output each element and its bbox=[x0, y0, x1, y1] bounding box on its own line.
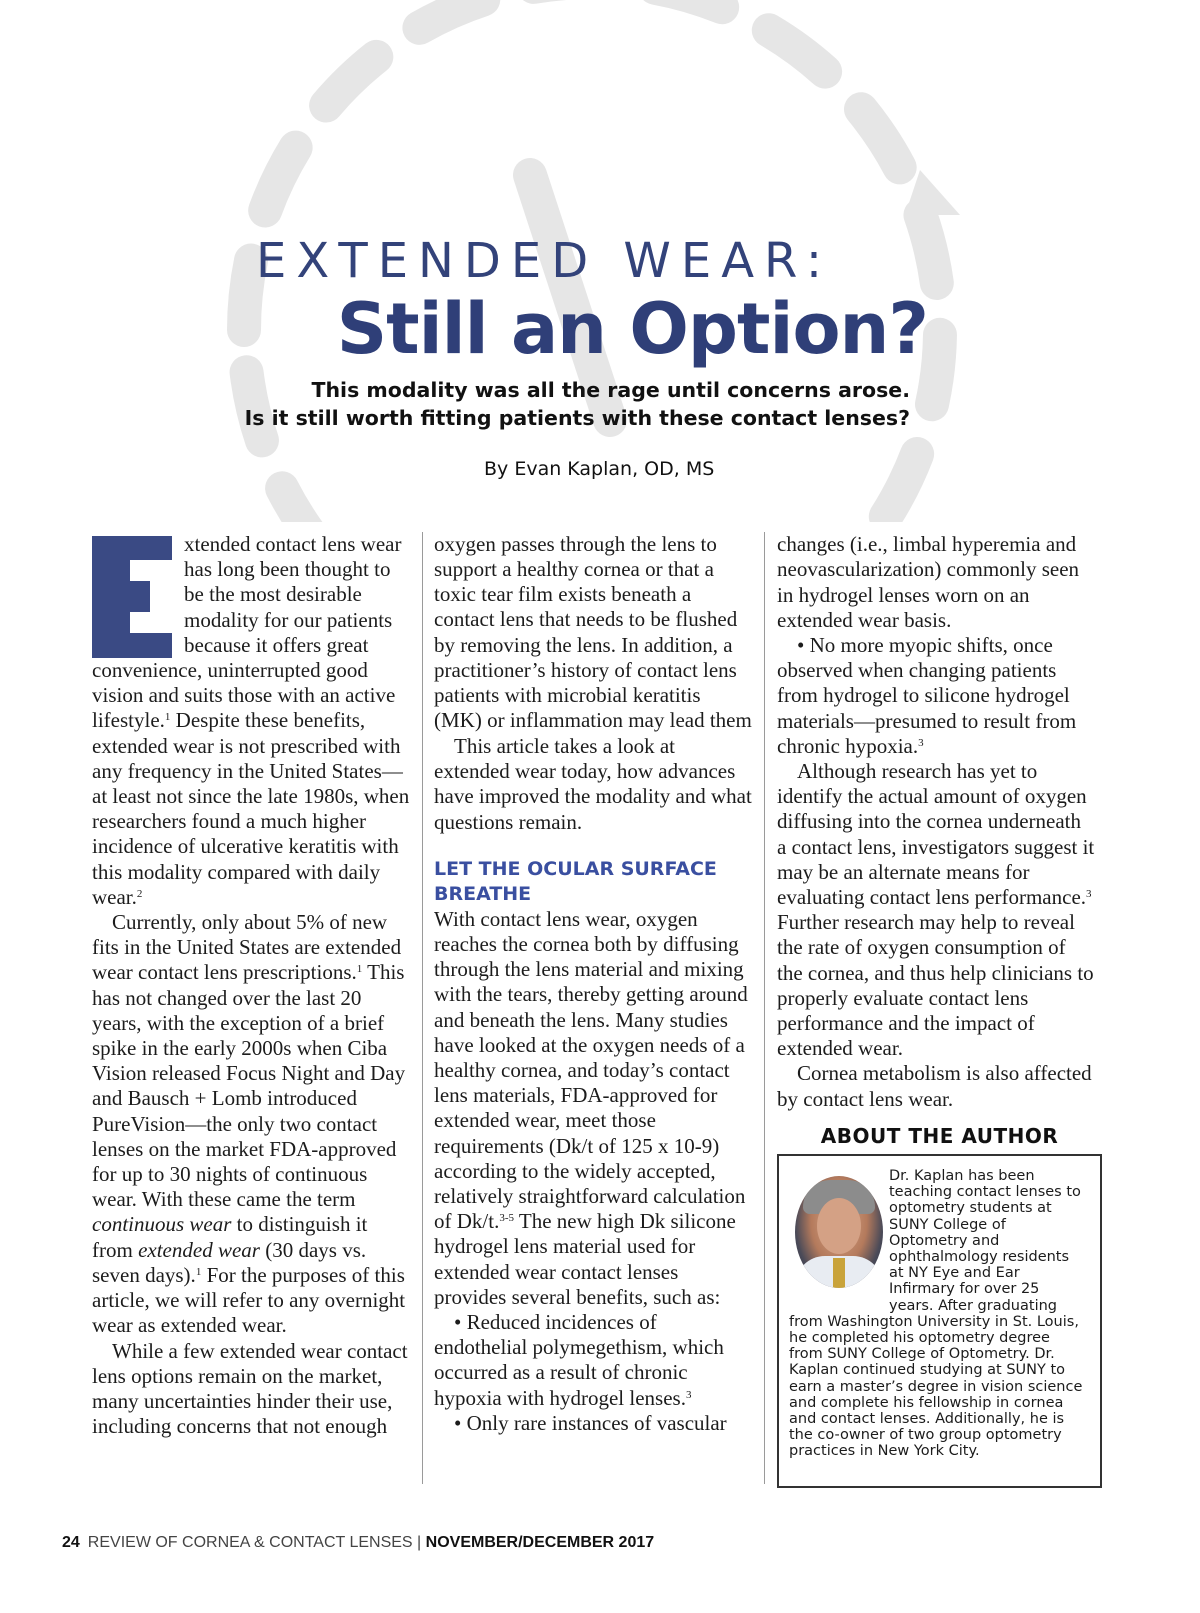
paragraph-continuation: oxygen passes through the lens to support a healthy cornea or that a toxic tear film exists beneath a contact lens that needs to be flushed by removing the lens. In addition, a practitioner’s history of contact lens patients with microbial keratitis (MK) or inflammation may lead them bbox=[434, 532, 752, 733]
article-kicker: EXTENDED WEAR: bbox=[256, 233, 833, 289]
paragraph: Cornea metabolism is also affected by contact lens wear. bbox=[777, 1061, 1092, 1111]
article-headline: Still an Option? bbox=[336, 288, 928, 370]
deck-line-1: This modality was all the rage until concerns arose. bbox=[311, 378, 910, 402]
author-box-title: ABOUT THE AUTHOR bbox=[820, 1124, 1059, 1148]
page-footer bbox=[62, 1534, 654, 1552]
paragraph: This article takes a look at extended wear today, how advances have improved the modality and what questions remain. bbox=[434, 734, 752, 834]
column-divider bbox=[422, 532, 423, 1484]
bullet-item: • No more myopic shifts, once observed when changing patients from hydrogel to silicone hydrogel materials—presumed to result from chronic hypoxia.$^3$ bbox=[777, 633, 1077, 758]
bullet-item: • Only rare instances of vascular bbox=[454, 1410, 727, 1435]
bullet-item: • Reduced incidences of endothelial polymegethism, which occurred as a result of chronic hypoxia with hydrogel lenses.$^3$ bbox=[434, 1310, 724, 1410]
page-number: 24 bbox=[62, 1534, 80, 1551]
issue-date: NOVEMBER/DECEMBER 2017 bbox=[425, 1534, 655, 1551]
footer-separator: | bbox=[412, 1534, 426, 1551]
author-bio: Dr. Kaplan has been teaching contact lenses to optometry students at SUNY College of Optometry and ophthalmology residents at NY Eye and Ear Infirmary for over 25 years. After graduating from Washington University in St. Louis, he completed his optometry degree from SUNY College of Optometry. Dr. Kaplan continued studying at SUNY to earn a master’s degree in vision science and complete his fellowship in cornea and contact lenses. Additionally, he is the co-owner of two group optometry practices in New York City. bbox=[789, 1168, 1083, 1460]
publication-name: REVIEW OF CORNEA & CONTACT LENSES bbox=[87, 1534, 413, 1551]
paragraph: Currently, only about 5% of new fits in the United States are extended wear contact lens prescriptions.$^1$ This has not changed over the last 20 years, with the exception of a brief spike in the early 2000s when Ciba Vision released Focus Night and Day and Bausch + Lomb introduced PureVision—the only two contact lenses on the market FDA-approved for up to 30 nights of continuous wear. With these came the term continuous wear to distinguish it from extended wear (30 days vs. seven days).$^1$ For the purposes of this article, we will refer to any overnight wear as extended wear. bbox=[92, 910, 406, 1338]
section-subhead: LET THE OCULAR SURFACE BREATHE bbox=[434, 857, 717, 905]
article-deck bbox=[245, 376, 910, 432]
paragraph: With contact lens wear, oxygen reaches the cornea both by diffusing through the lens material and mixing with the tears, thereby getting around and beneath the lens. Many studies have looked at the oxygen needs of a healthy cornea, and today’s contact lens materials, FDA-approved for extended wear, meet those requirements (Dk/t of 125 x 10-9) according to the widely accepted, relatively straightforward calculation of Dk/t.$^{3-5}$ The new high Dk silicone hydrogel lens material used for extended wear contact lenses provides several benefits, such as: bbox=[434, 906, 748, 1309]
paragraph-continued: While a few extended wear contact lens options remain on the market, many uncertainties hinder their use, including concerns that not enough bbox=[92, 1338, 408, 1439]
paragraph: Although research has yet to identify the actual amount of oxygen diffusing into the cornea underneath a contact lens, investigators suggest it may be an alternate means for evaluating contact lens performance.$^3$ Further research may help to reveal the rate of oxygen consumption of the cornea, and thus help clinicians to properly evaluate contact lens performance and the impact of extended wear. bbox=[777, 759, 1095, 1061]
article-column-3 bbox=[777, 532, 1095, 1112]
about-the-author-box bbox=[777, 1124, 1102, 1488]
column-divider bbox=[764, 532, 765, 1484]
author-box-frame bbox=[777, 1154, 1102, 1488]
bullet-continuation: changes (i.e., limbal hyperemia and neovascularization) commonly seen in hydrogel lenses worn on an extended wear basis. bbox=[777, 532, 1080, 632]
byline: By Evan Kaplan, OD, MS bbox=[484, 458, 715, 480]
article-column-1 bbox=[92, 532, 412, 1441]
deck-line-2: Is it still worth fitting patients with these contact lenses? bbox=[244, 406, 910, 430]
article-column-2 bbox=[434, 532, 752, 1437]
paragraph: xtended contact lens wear has long been thought to be the most desirable modality for our patients because it offers great convenience, uninterrupted good vision and suits those with an active lifestyle.$^1$ Despite these benefits, extended wear is not prescribed with any frequency in the United States—at least not since the late 1980s, when researchers found a much higher incidence of ulcerative keratitis with this modality compared with daily wear.$^2$ bbox=[92, 532, 410, 909]
dropcap-letter-e bbox=[92, 536, 172, 658]
